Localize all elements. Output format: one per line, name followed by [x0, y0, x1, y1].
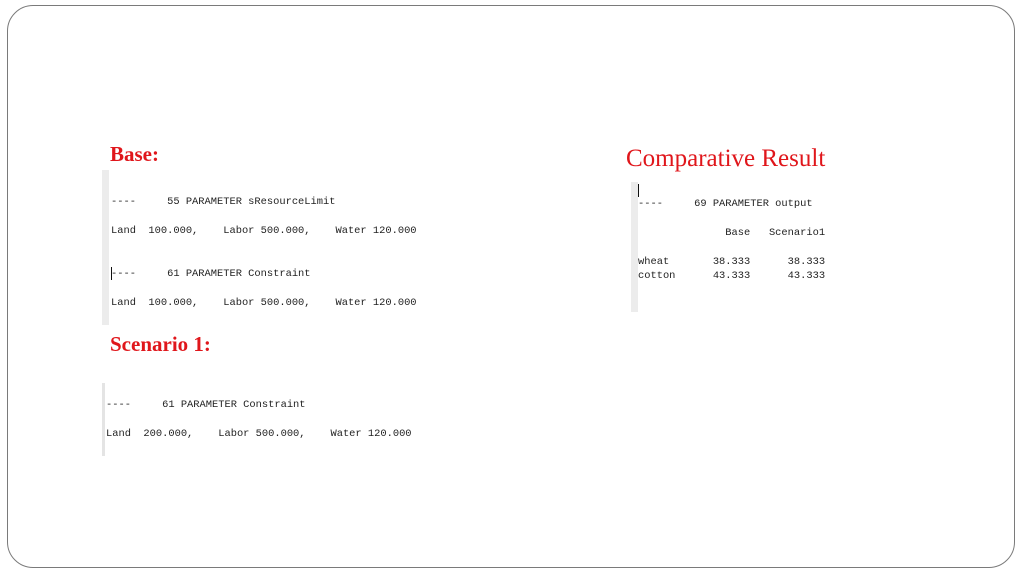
- text-cursor: [638, 184, 639, 197]
- gutter-bar: [102, 170, 109, 325]
- output-line: wheat 38.333 38.333: [638, 256, 826, 268]
- output-line: cotton 43.333 43.333: [638, 270, 826, 282]
- comparative-heading: Comparative Result: [626, 145, 826, 172]
- gutter-bar: [102, 383, 105, 456]
- output-line: Base Scenario1: [638, 227, 826, 239]
- output-line: ---- 55 PARAMETER sResourceLimit: [111, 196, 336, 208]
- scenario1-heading: Scenario 1:: [110, 332, 211, 356]
- output-line: Land 100.000, Labor 500.000, Water 120.000: [111, 225, 417, 237]
- base-output-panel: [102, 170, 442, 325]
- output-line: Land 200.000, Labor 500.000, Water 120.000: [106, 428, 412, 440]
- gutter-bar: [631, 182, 638, 312]
- output-line: ---- 61 PARAMETER Constraint: [111, 268, 311, 280]
- base-heading: Base:: [110, 142, 159, 166]
- comparative-output-panel: [631, 182, 846, 312]
- scenario1-output-panel: [102, 383, 437, 456]
- output-line: ---- 61 PARAMETER Constraint: [106, 399, 306, 411]
- output-line: Land 100.000, Labor 500.000, Water 120.000: [111, 297, 417, 309]
- output-line: ---- 69 PARAMETER output: [638, 198, 813, 210]
